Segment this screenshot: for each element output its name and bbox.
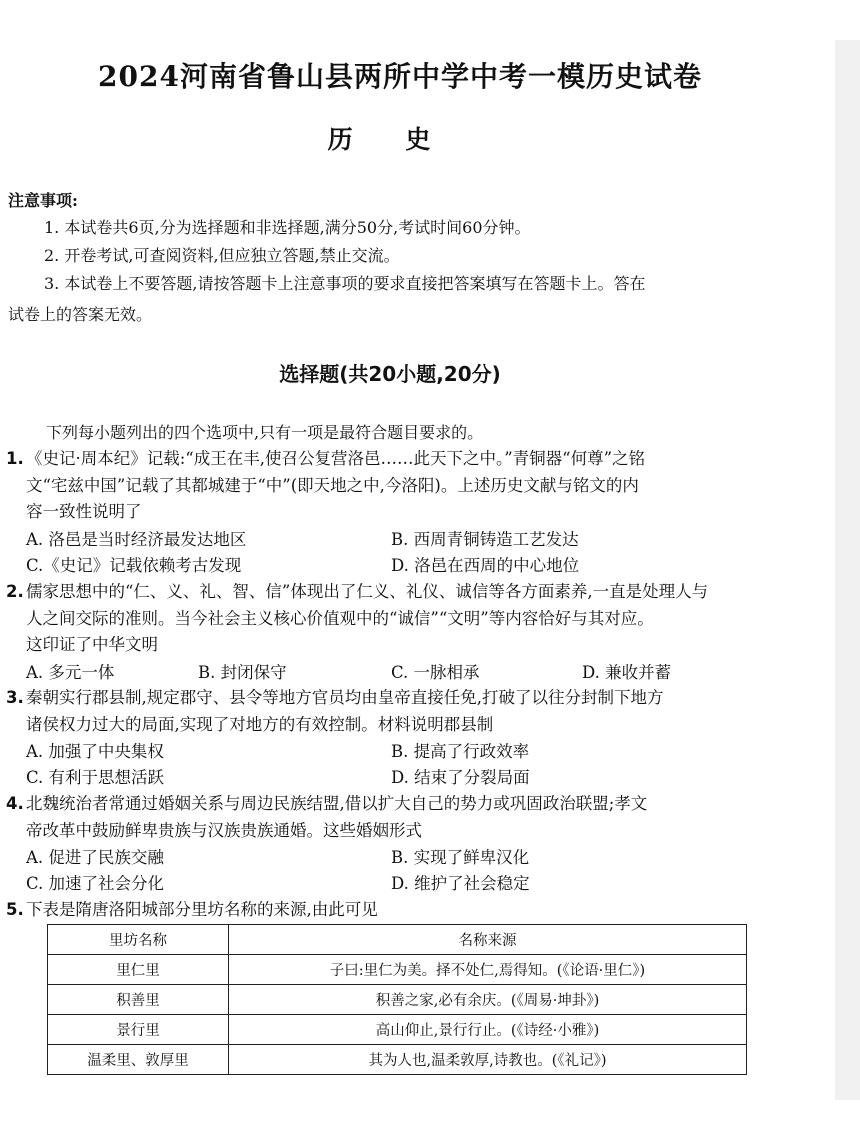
- option-a: A. 多元一体: [26, 663, 115, 682]
- option-c: C.《史记》记载依赖考古发现: [26, 556, 242, 575]
- question-line: 秦朝实行郡县制,规定郡守、县令等地方官员均由皇帝直接任免,打破了以往分封制下地方: [26, 688, 664, 707]
- notice-item-1: 1. 本试卷共6页,分为选择题和非选择题,满分50分,考试时间60分钟。: [44, 218, 531, 237]
- lifang-source-table: [47, 924, 747, 1075]
- question-number: 3.: [6, 688, 24, 707]
- options-row: [26, 526, 796, 552]
- option-b: B. 西周青铜铸造工艺发达: [391, 530, 579, 549]
- question-line: 诸侯权力过大的局面,实现了对地方的有效控制。材料说明郡县制: [26, 714, 494, 734]
- option-c: C. 一脉相承: [391, 663, 480, 682]
- option-d: D. 兼收并蓄: [582, 663, 672, 682]
- table-cell: 温柔里、敦厚里: [48, 1045, 229, 1075]
- table-cell: 景行里: [48, 1015, 229, 1045]
- option-b: B. 提高了行政效率: [391, 742, 530, 761]
- options-row: [26, 552, 796, 578]
- notice-heading: 注意事项:: [8, 191, 78, 210]
- question-line: 人之间交际的准则。当今社会主义核心价值观中的“诚信”“文明”等内容恰好与其对应。: [26, 608, 654, 628]
- question-2: [6, 579, 796, 659]
- table-header: 名称来源: [229, 925, 747, 955]
- options-row: [26, 870, 796, 896]
- question-line: 容一致性说明了: [26, 502, 142, 521]
- instruction-text: 下列每小题列出的四个选项中,只有一项是最符合题目要求的。: [46, 423, 484, 442]
- option-c: C. 加速了社会分化: [26, 874, 165, 893]
- question-3: [6, 685, 796, 738]
- subject-heading: 历 史: [327, 125, 453, 154]
- table-header-row: [48, 925, 747, 955]
- question-number: 4.: [6, 794, 24, 813]
- question-1: [6, 446, 796, 526]
- question-line: 下表是隋唐洛阳城部分里坊名称的来源,由此可见: [26, 900, 378, 919]
- option-a: A. 促进了民族交融: [26, 848, 164, 867]
- options-row: [26, 659, 796, 685]
- table-header: 里坊名称: [48, 925, 229, 955]
- question-number: 5.: [6, 900, 24, 919]
- table-row: [48, 985, 747, 1015]
- question-4: [6, 791, 796, 844]
- table-cell: 积善里: [48, 985, 229, 1015]
- table-cell: 其为人也,温柔敦厚,诗教也。(《礼记》): [229, 1045, 747, 1075]
- question-line: 这印证了中华文明: [26, 635, 158, 654]
- question-line: 北魏统治者常通过婚姻关系与周边民族结盟,借以扩大自己的势力或巩固政治联盟;孝文: [26, 794, 648, 813]
- question-line: 帝改革中鼓励鲜卑贵族与汉族贵族通婚。这些婚姻形式: [26, 820, 422, 840]
- exam-title: 2024河南省鲁山县两所中学中考一模历史试卷: [98, 60, 702, 93]
- option-d: D. 洛邑在西周的中心地位: [391, 556, 580, 575]
- notice-item-3-cont: 试卷上的答案无效。: [8, 305, 153, 324]
- options-row: [26, 764, 796, 790]
- table-cell: 积善之家,必有余庆。(《周易·坤卦》): [229, 985, 747, 1015]
- question-number: 1.: [6, 449, 24, 468]
- option-a: A. 洛邑是当时经济最发达地区: [26, 530, 247, 549]
- option-c: C. 有利于思想活跃: [26, 768, 165, 787]
- option-d: D. 结束了分裂局面: [391, 768, 530, 787]
- options-row: [26, 844, 796, 870]
- options-row: [26, 738, 796, 764]
- table-row: [48, 1045, 747, 1075]
- page-edge-shadow: [835, 40, 860, 1100]
- table-cell: 子曰:里仁为美。择不处仁,焉得知。(《论语·里仁》): [229, 955, 747, 985]
- option-b: B. 封闭保守: [198, 663, 287, 682]
- table-row: [48, 1015, 747, 1045]
- table-row: [48, 955, 747, 985]
- question-line: 《史记·周本纪》记载:“成王在丰,使召公复营洛邑……此天下之中。”青铜器“何尊”之铭: [26, 449, 646, 468]
- section-title: 选择题(共20小题,20分): [279, 362, 501, 386]
- notice-item-3: 3. 本试卷上不要答题,请按答题卡上注意事项的要求直接把答案填写在答题卡上。答在: [44, 274, 646, 293]
- option-d: D. 维护了社会稳定: [391, 874, 530, 893]
- option-a: A. 加强了中央集权: [26, 742, 164, 761]
- notice-item-2: 2. 开卷考试,可查阅资料,但应独立答题,禁止交流。: [44, 246, 400, 265]
- question-line: 儒家思想中的“仁、义、礼、智、信”体现出了仁义、礼仪、诚信等各方面素养,一直是处理人与: [26, 582, 709, 601]
- question-5: [6, 897, 796, 924]
- option-b: B. 实现了鲜卑汉化: [391, 848, 530, 867]
- question-line: 文“宅兹中国”记载了其都城建于“中”(即天地之中,今洛阳)。上述历史文献与铭文的内: [26, 475, 639, 495]
- question-number: 2.: [6, 582, 24, 601]
- table-cell: 高山仰止,景行行止。(《诗经·小雅》): [229, 1015, 747, 1045]
- table-cell: 里仁里: [48, 955, 229, 985]
